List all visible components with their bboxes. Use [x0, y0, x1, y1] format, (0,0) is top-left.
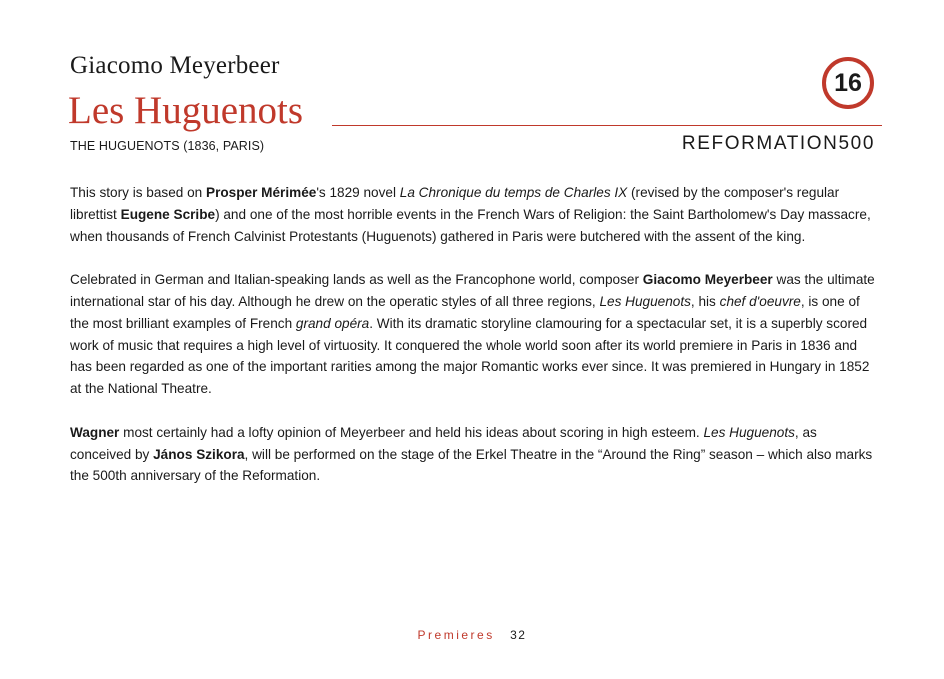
- bold-name: Giacomo Meyerbeer: [642, 272, 773, 288]
- number-badge-label: 16: [834, 68, 862, 97]
- text-run: , will be performed on the stage of the Erkel Theatre in the “Around the Ring” season – which also marks the 500th anniversary of the Reformation.: [70, 446, 873, 484]
- text-run: , his: [690, 293, 720, 309]
- brand-label: REFORMATION500: [681, 133, 875, 154]
- text-run: This story is based on: [70, 185, 206, 200]
- composer-name: Giacomo Meyerbeer: [70, 52, 280, 79]
- bold-name: Wagner: [70, 424, 120, 440]
- text-run: Celebrated in German and Italian-speaking lands as well as the Francophone world, composer: [70, 272, 643, 288]
- text-run: , is one of the most brilliant examples of French: [70, 293, 860, 331]
- paragraph: [70, 182, 878, 247]
- number-badge: [822, 57, 874, 109]
- text-run: , as conceived by: [70, 424, 817, 462]
- italic-title: Les Huguenots: [599, 293, 691, 309]
- text-run: (revised by the composer's regular librettist: [70, 185, 840, 222]
- italic-title: grand opéra: [295, 315, 370, 331]
- text-run: . With its dramatic storyline clamouring for a spectacular set, it is a superbly scored work of music that requires a high level of virtuosity. It conquered the whole world soon after its world premiere in Paris in 1836 and has been regarded as one of the important rarities among the major Romantic works ever since. It was premiered in Hungary in 1852 at the National Theatre.: [70, 315, 870, 397]
- page-number: 32: [510, 628, 527, 642]
- page-title: Les Huguenots: [68, 89, 304, 132]
- text-run: was the ultimate international star of his day. Although he drew on the operatic styles of all three regions,: [70, 272, 875, 309]
- italic-title: La Chronique du temps de Charles IX: [399, 185, 628, 200]
- article-body: [70, 182, 878, 509]
- subtitle: THE HUGUENOTS (1836, PARIS): [70, 139, 265, 153]
- text-run: most certainly had a lofty opinion of Meyerbeer and held his ideas about scoring in high esteem.: [119, 424, 704, 440]
- bold-name: Prosper Mérimée: [206, 185, 317, 200]
- text-run: ) and one of the most horrible events in the French Wars of Religion: the Saint Bartholomew's Day massacre, when thousands of French Calvinist Protestants (Huguenots) gathered in Paris were butchered with the assent of the king.: [70, 206, 871, 244]
- bold-name: Eugene Scribe: [120, 206, 216, 222]
- title-divider: [332, 125, 882, 126]
- italic-title: Les Huguenots: [703, 424, 795, 440]
- paragraph: [70, 422, 878, 487]
- footer-section-label: Premieres: [417, 628, 495, 642]
- page-footer: [0, 628, 944, 642]
- bold-name: János Szikora: [153, 446, 245, 462]
- text-run: 's 1829 novel: [316, 185, 400, 200]
- italic-title: chef d'oeuvre: [719, 293, 801, 309]
- paragraph: [70, 269, 878, 400]
